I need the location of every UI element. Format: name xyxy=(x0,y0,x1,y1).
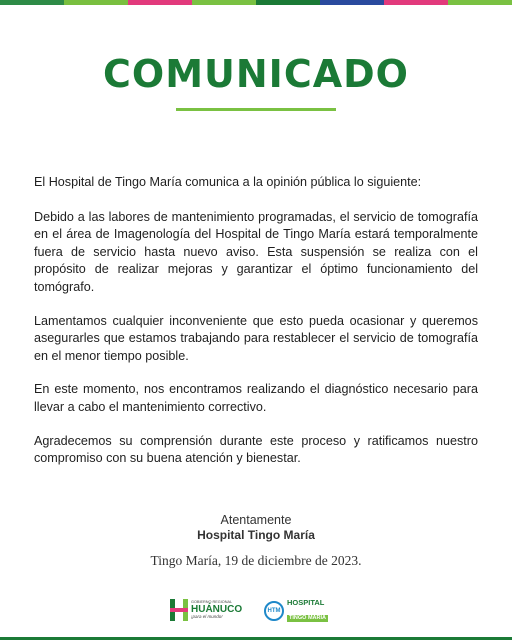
huanuco-logo-top: GOBIERNO REGIONAL xyxy=(191,599,233,604)
title-underline xyxy=(176,108,336,111)
paragraph-maintenance: Debido a las labores de mantenimiento programadas, el servicio de tomografía en el área de Imagenología del Hospital de Tingo María estará temporalmente fuera de servicio hasta nuevo aviso. Esta suspensión se realiza con el propósito de realizar mejoras y garantizar el óptimo funcionamiento del tomógrafo. xyxy=(34,209,478,294)
paragraph-diagnosis: En este momento, nos encontramos realizando el diagnóstico necesario para llevar a cabo el mantenimiento correctivo. xyxy=(34,382,478,414)
paragraph-thanks: Agradecemos su comprensión durante este proceso y ratificamos nuestro compromiso con su buena atención y bienestar. xyxy=(34,433,478,466)
hospital-logo-line1: HOSPITAL xyxy=(287,598,325,607)
signature-block xyxy=(0,513,512,542)
top-bar-segment xyxy=(448,0,512,5)
top-bar-segment xyxy=(128,0,192,5)
top-color-bar xyxy=(0,0,512,5)
date-line: Tingo María, 19 de diciembre de 2023. xyxy=(150,553,362,568)
h-letter-icon xyxy=(170,599,188,621)
hospital-logo-line2: TINGO MARÍA xyxy=(289,614,326,621)
top-bar-segment xyxy=(0,0,64,5)
top-bar-segment xyxy=(320,0,384,5)
page-title: COMUNICADO xyxy=(103,52,409,96)
top-bar-segment xyxy=(64,0,128,5)
communique-body xyxy=(34,174,478,484)
closing-text: Atentamente xyxy=(220,513,292,527)
top-bar-segment xyxy=(384,0,448,5)
hospital-logo xyxy=(264,599,328,623)
huanuco-logo-name: HUÁNUCO xyxy=(191,603,243,615)
hospital-seal-icon: HTM xyxy=(264,601,284,621)
huanuco-logo xyxy=(170,599,242,621)
top-bar-segment xyxy=(256,0,320,5)
top-bar-segment xyxy=(192,0,256,5)
intro-paragraph: El Hospital de Tingo María comunica a la opinión pública lo siguiente: xyxy=(34,175,422,189)
huanuco-logo-tagline: ¡para el mundo! xyxy=(191,613,223,619)
signer-name: Hospital Tingo María xyxy=(197,528,315,542)
paragraph-apology: Lamentamos cualquier inconveniente que esto pueda ocasionar y queremos asegurarles que estamos trabajando para restablecer el servicio de tomografía en el menor tiempo posible. xyxy=(34,313,478,363)
